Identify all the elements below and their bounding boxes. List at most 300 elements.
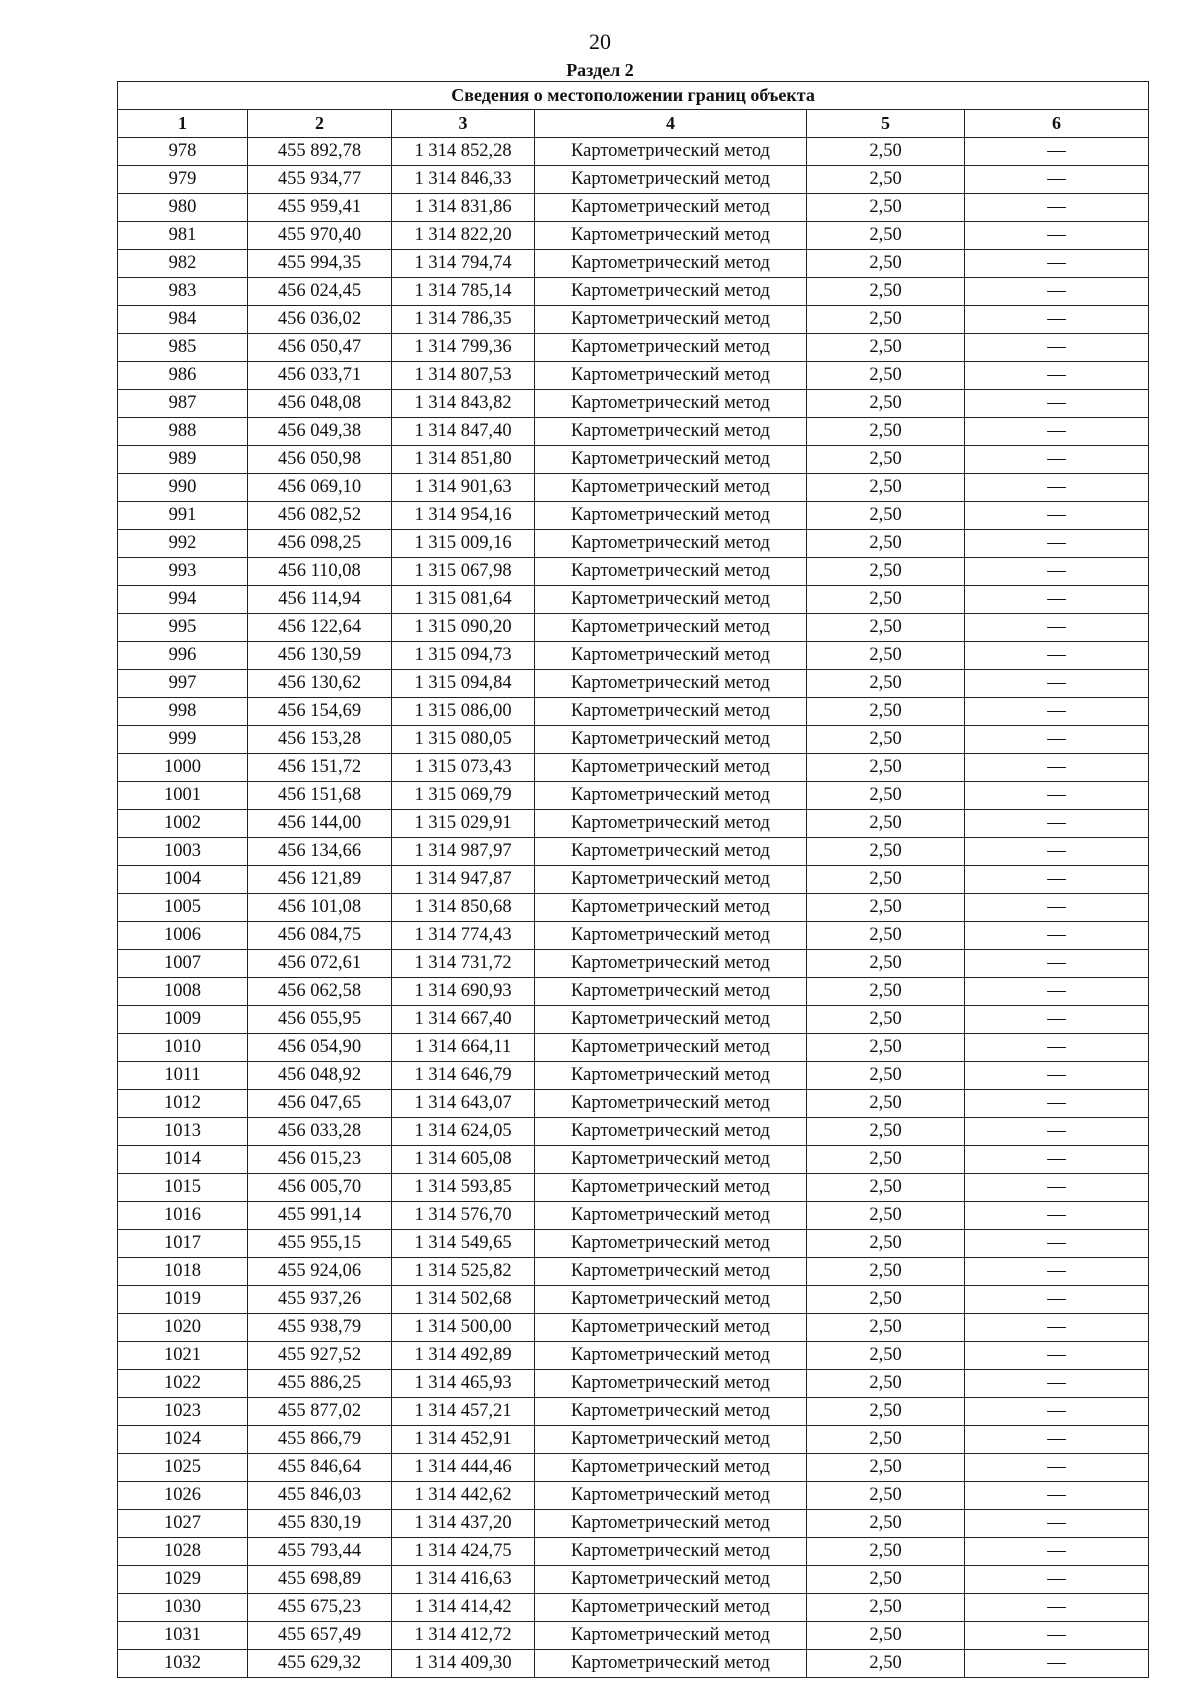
method-cell: Картометрический метод	[535, 1370, 807, 1398]
method-cell: Картометрический метод	[535, 1034, 807, 1062]
accuracy-cell: 2,50	[807, 166, 965, 194]
description-cell: —	[965, 418, 1149, 446]
point-number-cell: 990	[118, 474, 248, 502]
y-coordinate-cell: 1 315 067,98	[392, 558, 535, 586]
table-row	[118, 362, 1149, 390]
method-cell: Картометрический метод	[535, 1258, 807, 1286]
description-cell: —	[965, 1286, 1149, 1314]
point-number-cell: 1004	[118, 866, 248, 894]
method-cell: Картометрический метод	[535, 1566, 807, 1594]
x-coordinate-cell: 456 130,62	[248, 670, 392, 698]
point-number-cell: 1023	[118, 1398, 248, 1426]
method-cell: Картометрический метод	[535, 418, 807, 446]
table-row	[118, 950, 1149, 978]
table-row	[118, 978, 1149, 1006]
description-cell: —	[965, 642, 1149, 670]
x-coordinate-cell: 456 033,71	[248, 362, 392, 390]
point-number-cell: 992	[118, 530, 248, 558]
y-coordinate-cell: 1 315 069,79	[392, 782, 535, 810]
method-cell: Картометрический метод	[535, 530, 807, 558]
table-row	[118, 1118, 1149, 1146]
boundary-coordinates-table	[117, 81, 1149, 1678]
point-number-cell: 997	[118, 670, 248, 698]
x-coordinate-cell: 456 024,45	[248, 278, 392, 306]
method-cell: Картометрический метод	[535, 194, 807, 222]
description-cell: —	[965, 978, 1149, 1006]
method-cell: Картометрический метод	[535, 1006, 807, 1034]
y-coordinate-cell: 1 315 094,84	[392, 670, 535, 698]
accuracy-cell: 2,50	[807, 810, 965, 838]
x-coordinate-cell: 456 151,68	[248, 782, 392, 810]
description-cell: —	[965, 1230, 1149, 1258]
table-row	[118, 1258, 1149, 1286]
x-coordinate-cell: 456 110,08	[248, 558, 392, 586]
table-row	[118, 1286, 1149, 1314]
point-number-cell: 1026	[118, 1482, 248, 1510]
accuracy-cell: 2,50	[807, 698, 965, 726]
y-coordinate-cell: 1 314 731,72	[392, 950, 535, 978]
accuracy-cell: 2,50	[807, 1146, 965, 1174]
point-number-cell: 1011	[118, 1062, 248, 1090]
description-cell: —	[965, 530, 1149, 558]
point-number-cell: 994	[118, 586, 248, 614]
description-cell: —	[965, 1370, 1149, 1398]
x-coordinate-cell: 455 877,02	[248, 1398, 392, 1426]
y-coordinate-cell: 1 314 452,91	[392, 1426, 535, 1454]
point-number-cell: 1002	[118, 810, 248, 838]
y-coordinate-cell: 1 314 901,63	[392, 474, 535, 502]
table-row	[118, 642, 1149, 670]
method-cell: Картометрический метод	[535, 334, 807, 362]
accuracy-cell: 2,50	[807, 138, 965, 166]
method-cell: Картометрический метод	[535, 278, 807, 306]
accuracy-cell: 2,50	[807, 1034, 965, 1062]
description-cell: —	[965, 194, 1149, 222]
accuracy-cell: 2,50	[807, 670, 965, 698]
accuracy-cell: 2,50	[807, 334, 965, 362]
table-row	[118, 250, 1149, 278]
table-row	[118, 390, 1149, 418]
method-cell: Картометрический метод	[535, 1342, 807, 1370]
table-row	[118, 782, 1149, 810]
x-coordinate-cell: 456 154,69	[248, 698, 392, 726]
description-cell: —	[965, 1174, 1149, 1202]
description-cell: —	[965, 1398, 1149, 1426]
method-cell: Картометрический метод	[535, 222, 807, 250]
point-number-cell: 993	[118, 558, 248, 586]
description-cell: —	[965, 810, 1149, 838]
table-row	[118, 1342, 1149, 1370]
point-number-cell: 1017	[118, 1230, 248, 1258]
table-row	[118, 166, 1149, 194]
method-cell: Картометрический метод	[535, 670, 807, 698]
accuracy-cell: 2,50	[807, 474, 965, 502]
table-row	[118, 726, 1149, 754]
table-row	[118, 1314, 1149, 1342]
accuracy-cell: 2,50	[807, 1174, 965, 1202]
accuracy-cell: 2,50	[807, 1202, 965, 1230]
description-cell: —	[965, 278, 1149, 306]
accuracy-cell: 2,50	[807, 726, 965, 754]
description-cell: —	[965, 166, 1149, 194]
point-number-cell: 1027	[118, 1510, 248, 1538]
point-number-cell: 984	[118, 306, 248, 334]
point-number-cell: 1003	[118, 838, 248, 866]
y-coordinate-cell: 1 314 851,80	[392, 446, 535, 474]
y-coordinate-cell: 1 314 593,85	[392, 1174, 535, 1202]
page-number: 20	[589, 29, 611, 54]
y-coordinate-cell: 1 314 409,30	[392, 1650, 535, 1678]
accuracy-cell: 2,50	[807, 614, 965, 642]
y-coordinate-cell: 1 314 822,20	[392, 222, 535, 250]
y-coordinate-cell: 1 315 009,16	[392, 530, 535, 558]
method-cell: Картометрический метод	[535, 726, 807, 754]
point-number-cell: 1028	[118, 1538, 248, 1566]
point-number-cell: 1024	[118, 1426, 248, 1454]
x-coordinate-cell: 456 036,02	[248, 306, 392, 334]
point-number-cell: 999	[118, 726, 248, 754]
x-coordinate-cell: 456 134,66	[248, 838, 392, 866]
accuracy-cell: 2,50	[807, 1650, 965, 1678]
method-cell: Картометрический метод	[535, 1146, 807, 1174]
method-cell: Картометрический метод	[535, 1090, 807, 1118]
accuracy-cell: 2,50	[807, 418, 965, 446]
description-cell: —	[965, 1510, 1149, 1538]
method-cell: Картометрический метод	[535, 306, 807, 334]
description-cell: —	[965, 1090, 1149, 1118]
table-row	[118, 1398, 1149, 1426]
method-cell: Картометрический метод	[535, 1454, 807, 1482]
description-cell: —	[965, 222, 1149, 250]
table-row	[118, 1454, 1149, 1482]
table-row	[118, 1510, 1149, 1538]
accuracy-cell: 2,50	[807, 1566, 965, 1594]
accuracy-cell: 2,50	[807, 978, 965, 1006]
x-coordinate-cell: 456 062,58	[248, 978, 392, 1006]
method-cell: Картометрический метод	[535, 978, 807, 1006]
method-cell: Картометрический метод	[535, 474, 807, 502]
y-coordinate-cell: 1 315 086,00	[392, 698, 535, 726]
accuracy-cell: 2,50	[807, 1230, 965, 1258]
description-cell: —	[965, 782, 1149, 810]
accuracy-cell: 2,50	[807, 922, 965, 950]
method-cell: Картометрический метод	[535, 1230, 807, 1258]
y-coordinate-cell: 1 315 081,64	[392, 586, 535, 614]
x-coordinate-cell: 455 970,40	[248, 222, 392, 250]
description-cell: —	[965, 698, 1149, 726]
point-number-cell: 1009	[118, 1006, 248, 1034]
method-cell: Картометрический метод	[535, 1510, 807, 1538]
point-number-cell: 1018	[118, 1258, 248, 1286]
description-cell: —	[965, 894, 1149, 922]
y-coordinate-cell: 1 314 799,36	[392, 334, 535, 362]
accuracy-cell: 2,50	[807, 1538, 965, 1566]
description-cell: —	[965, 670, 1149, 698]
point-number-cell: 1008	[118, 978, 248, 1006]
description-cell: —	[965, 1006, 1149, 1034]
table-row	[118, 1594, 1149, 1622]
x-coordinate-cell: 455 959,41	[248, 194, 392, 222]
column-header-4: 4	[535, 110, 807, 138]
description-cell: —	[965, 446, 1149, 474]
method-cell: Картометрический метод	[535, 1538, 807, 1566]
y-coordinate-cell: 1 314 954,16	[392, 502, 535, 530]
point-number-cell: 980	[118, 194, 248, 222]
point-number-cell: 998	[118, 698, 248, 726]
y-coordinate-cell: 1 314 667,40	[392, 1006, 535, 1034]
accuracy-cell: 2,50	[807, 1006, 965, 1034]
description-cell: —	[965, 1650, 1149, 1678]
column-header-1: 1	[118, 110, 248, 138]
accuracy-cell: 2,50	[807, 1342, 965, 1370]
description-cell: —	[965, 306, 1149, 334]
method-cell: Картометрический метод	[535, 502, 807, 530]
point-number-cell: 989	[118, 446, 248, 474]
y-coordinate-cell: 1 314 807,53	[392, 362, 535, 390]
table-row	[118, 278, 1149, 306]
x-coordinate-cell: 456 121,89	[248, 866, 392, 894]
point-number-cell: 1030	[118, 1594, 248, 1622]
x-coordinate-cell: 456 098,25	[248, 530, 392, 558]
description-cell: —	[965, 1062, 1149, 1090]
point-number-cell: 1020	[118, 1314, 248, 1342]
point-number-cell: 979	[118, 166, 248, 194]
method-cell: Картометрический метод	[535, 866, 807, 894]
x-coordinate-cell: 455 830,19	[248, 1510, 392, 1538]
point-number-cell: 1031	[118, 1622, 248, 1650]
x-coordinate-cell: 456 048,08	[248, 390, 392, 418]
y-coordinate-cell: 1 314 444,46	[392, 1454, 535, 1482]
accuracy-cell: 2,50	[807, 1454, 965, 1482]
method-cell: Картометрический метод	[535, 838, 807, 866]
y-coordinate-cell: 1 314 414,42	[392, 1594, 535, 1622]
x-coordinate-cell: 455 924,06	[248, 1258, 392, 1286]
point-number-cell: 1001	[118, 782, 248, 810]
y-coordinate-cell: 1 314 664,11	[392, 1034, 535, 1062]
point-number-cell: 987	[118, 390, 248, 418]
description-cell: —	[965, 1146, 1149, 1174]
description-cell: —	[965, 922, 1149, 950]
y-coordinate-cell: 1 314 412,72	[392, 1622, 535, 1650]
method-cell: Картометрический метод	[535, 642, 807, 670]
point-number-cell: 988	[118, 418, 248, 446]
point-number-cell: 1021	[118, 1342, 248, 1370]
section-title: Раздел 2	[566, 60, 634, 80]
method-cell: Картометрический метод	[535, 558, 807, 586]
description-cell: —	[965, 1118, 1149, 1146]
x-coordinate-cell: 455 955,15	[248, 1230, 392, 1258]
y-coordinate-cell: 1 314 576,70	[392, 1202, 535, 1230]
x-coordinate-cell: 456 114,94	[248, 586, 392, 614]
method-cell: Картометрический метод	[535, 1482, 807, 1510]
description-cell: —	[965, 362, 1149, 390]
table-row	[118, 446, 1149, 474]
x-coordinate-cell: 456 050,98	[248, 446, 392, 474]
point-number-cell: 1025	[118, 1454, 248, 1482]
method-cell: Картометрический метод	[535, 1118, 807, 1146]
x-coordinate-cell: 455 793,44	[248, 1538, 392, 1566]
table-row	[118, 810, 1149, 838]
x-coordinate-cell: 455 675,23	[248, 1594, 392, 1622]
method-cell: Картометрический метод	[535, 446, 807, 474]
table-row	[118, 698, 1149, 726]
column-header-6: 6	[965, 110, 1149, 138]
point-number-cell: 1000	[118, 754, 248, 782]
accuracy-cell: 2,50	[807, 194, 965, 222]
accuracy-cell: 2,50	[807, 866, 965, 894]
table-row	[118, 670, 1149, 698]
table-row	[118, 866, 1149, 894]
x-coordinate-cell: 455 892,78	[248, 138, 392, 166]
table-row	[118, 1146, 1149, 1174]
point-number-cell: 1007	[118, 950, 248, 978]
method-cell: Картометрический метод	[535, 698, 807, 726]
point-number-cell: 982	[118, 250, 248, 278]
description-cell: —	[965, 390, 1149, 418]
x-coordinate-cell: 456 069,10	[248, 474, 392, 502]
description-cell: —	[965, 1202, 1149, 1230]
x-coordinate-cell: 456 054,90	[248, 1034, 392, 1062]
accuracy-cell: 2,50	[807, 1286, 965, 1314]
y-coordinate-cell: 1 314 786,35	[392, 306, 535, 334]
method-cell: Картометрический метод	[535, 362, 807, 390]
y-coordinate-cell: 1 314 831,86	[392, 194, 535, 222]
description-cell: —	[965, 474, 1149, 502]
accuracy-cell: 2,50	[807, 1426, 965, 1454]
accuracy-cell: 2,50	[807, 1090, 965, 1118]
y-coordinate-cell: 1 314 846,33	[392, 166, 535, 194]
x-coordinate-cell: 455 994,35	[248, 250, 392, 278]
x-coordinate-cell: 456 082,52	[248, 502, 392, 530]
method-cell: Картометрический метод	[535, 1622, 807, 1650]
y-coordinate-cell: 1 314 794,74	[392, 250, 535, 278]
y-coordinate-cell: 1 314 947,87	[392, 866, 535, 894]
description-cell: —	[965, 1566, 1149, 1594]
accuracy-cell: 2,50	[807, 1622, 965, 1650]
x-coordinate-cell: 456 101,08	[248, 894, 392, 922]
accuracy-cell: 2,50	[807, 838, 965, 866]
table-row	[118, 1650, 1149, 1678]
x-coordinate-cell: 455 991,14	[248, 1202, 392, 1230]
description-cell: —	[965, 502, 1149, 530]
x-coordinate-cell: 455 846,64	[248, 1454, 392, 1482]
accuracy-cell: 2,50	[807, 1510, 965, 1538]
column-header-5: 5	[807, 110, 965, 138]
y-coordinate-cell: 1 314 643,07	[392, 1090, 535, 1118]
accuracy-cell: 2,50	[807, 278, 965, 306]
method-cell: Картометрический метод	[535, 250, 807, 278]
point-number-cell: 1019	[118, 1286, 248, 1314]
accuracy-cell: 2,50	[807, 390, 965, 418]
method-cell: Картометрический метод	[535, 614, 807, 642]
table-row	[118, 1090, 1149, 1118]
point-number-cell: 1029	[118, 1566, 248, 1594]
x-coordinate-cell: 455 629,32	[248, 1650, 392, 1678]
description-cell: —	[965, 1454, 1149, 1482]
method-cell: Картометрический метод	[535, 1650, 807, 1678]
description-cell: —	[965, 950, 1149, 978]
x-coordinate-cell: 456 151,72	[248, 754, 392, 782]
accuracy-cell: 2,50	[807, 1398, 965, 1426]
description-cell: —	[965, 726, 1149, 754]
x-coordinate-cell: 456 084,75	[248, 922, 392, 950]
table-row	[118, 1566, 1149, 1594]
x-coordinate-cell: 455 937,26	[248, 1286, 392, 1314]
y-coordinate-cell: 1 314 852,28	[392, 138, 535, 166]
table-row	[118, 1622, 1149, 1650]
table-row	[118, 1538, 1149, 1566]
method-cell: Картометрический метод	[535, 1398, 807, 1426]
description-cell: —	[965, 1034, 1149, 1062]
method-cell: Картометрический метод	[535, 1426, 807, 1454]
method-cell: Картометрический метод	[535, 754, 807, 782]
x-coordinate-cell: 456 005,70	[248, 1174, 392, 1202]
accuracy-cell: 2,50	[807, 586, 965, 614]
x-coordinate-cell: 455 866,79	[248, 1426, 392, 1454]
x-coordinate-cell: 455 698,89	[248, 1566, 392, 1594]
y-coordinate-cell: 1 314 416,63	[392, 1566, 535, 1594]
y-coordinate-cell: 1 314 774,43	[392, 922, 535, 950]
accuracy-cell: 2,50	[807, 1314, 965, 1342]
y-coordinate-cell: 1 314 424,75	[392, 1538, 535, 1566]
x-coordinate-cell: 456 048,92	[248, 1062, 392, 1090]
table-row	[118, 754, 1149, 782]
x-coordinate-cell: 456 122,64	[248, 614, 392, 642]
x-coordinate-cell: 456 050,47	[248, 334, 392, 362]
accuracy-cell: 2,50	[807, 222, 965, 250]
description-cell: —	[965, 250, 1149, 278]
y-coordinate-cell: 1 314 690,93	[392, 978, 535, 1006]
table-row	[118, 558, 1149, 586]
x-coordinate-cell: 456 130,59	[248, 642, 392, 670]
accuracy-cell: 2,50	[807, 446, 965, 474]
point-number-cell: 991	[118, 502, 248, 530]
y-coordinate-cell: 1 314 624,05	[392, 1118, 535, 1146]
table-row	[118, 838, 1149, 866]
x-coordinate-cell: 456 144,00	[248, 810, 392, 838]
table-row	[118, 138, 1149, 166]
table-row	[118, 1202, 1149, 1230]
point-number-cell: 995	[118, 614, 248, 642]
table-row	[118, 922, 1149, 950]
x-coordinate-cell: 455 657,49	[248, 1622, 392, 1650]
table-row	[118, 418, 1149, 446]
y-coordinate-cell: 1 315 094,73	[392, 642, 535, 670]
table-row	[118, 894, 1149, 922]
method-cell: Картометрический метод	[535, 782, 807, 810]
table-row	[118, 1370, 1149, 1398]
method-cell: Картометрический метод	[535, 390, 807, 418]
method-cell: Картометрический метод	[535, 1062, 807, 1090]
y-coordinate-cell: 1 314 785,14	[392, 278, 535, 306]
description-cell: —	[965, 1258, 1149, 1286]
y-coordinate-cell: 1 314 646,79	[392, 1062, 535, 1090]
table-header-row	[118, 110, 1149, 138]
accuracy-cell: 2,50	[807, 530, 965, 558]
method-cell: Картометрический метод	[535, 922, 807, 950]
y-coordinate-cell: 1 314 500,00	[392, 1314, 535, 1342]
point-number-cell: 1006	[118, 922, 248, 950]
y-coordinate-cell: 1 314 437,20	[392, 1510, 535, 1538]
description-cell: —	[965, 1594, 1149, 1622]
method-cell: Картометрический метод	[535, 950, 807, 978]
accuracy-cell: 2,50	[807, 306, 965, 334]
table-row	[118, 586, 1149, 614]
point-number-cell: 1032	[118, 1650, 248, 1678]
point-number-cell: 1015	[118, 1174, 248, 1202]
y-coordinate-cell: 1 314 457,21	[392, 1398, 535, 1426]
point-number-cell: 1012	[118, 1090, 248, 1118]
